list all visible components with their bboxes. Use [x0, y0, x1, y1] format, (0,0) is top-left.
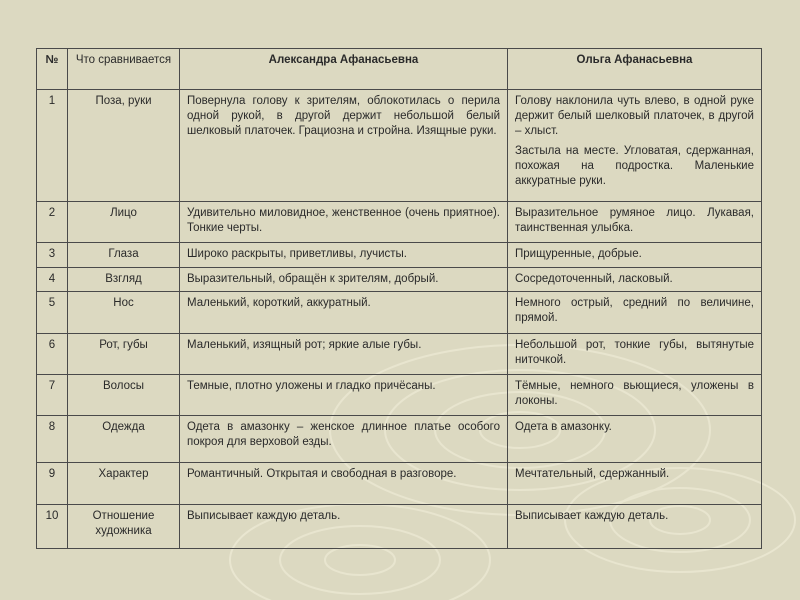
table-header-row [37, 49, 762, 90]
olga-description-paragraph: Застыла на месте. Угловатая, сдержанная, похожая на подростка. Маленькие аккуратные руки. [515, 145, 754, 188]
row-number: 6 [37, 333, 68, 374]
olga-description [508, 292, 762, 333]
table-row [37, 292, 762, 333]
table-row [37, 374, 762, 415]
row-number: 7 [37, 374, 68, 415]
row-aspect: Глаза [68, 242, 180, 267]
row-number: 4 [37, 267, 68, 292]
olga-description-paragraph: Немного острый, средний по величине, прямой. [515, 297, 754, 325]
olga-description [508, 90, 762, 201]
comparison-table [36, 48, 762, 549]
table-row [37, 90, 762, 201]
row-number: 3 [37, 242, 68, 267]
alexandra-description: Маленький, короткий, аккуратный. [180, 292, 508, 333]
table-row [37, 201, 762, 242]
row-number: 5 [37, 292, 68, 333]
header-aspect: Что сравнивается [68, 49, 180, 90]
row-aspect: Нос [68, 292, 180, 333]
row-aspect: Волосы [68, 374, 180, 415]
olga-description [508, 374, 762, 415]
alexandra-description: Удивительно миловидное, женственное (очень приятное). Тонкие черты. [180, 201, 508, 242]
row-aspect: Взгляд [68, 267, 180, 292]
alexandra-description: Маленький, изящный рот; яркие алые губы. [180, 333, 508, 374]
table-row [37, 415, 762, 462]
olga-description-paragraph: Тёмные, немного вьющиеся, уложены в локоны. [515, 379, 754, 407]
alexandra-description: Выразительный, обращён к зрителям, добрый. [180, 267, 508, 292]
row-number: 9 [37, 463, 68, 504]
olga-description [508, 415, 762, 462]
row-aspect: Характер [68, 463, 180, 504]
olga-description-paragraph: Прищуренные, добрые. [515, 247, 642, 260]
olga-description-paragraph: Голову наклонила чуть влево, в одной руке держит белый шелковый платочек, в другой – хлыст. [515, 95, 754, 138]
olga-description-paragraph: Выразительное румяное лицо. Лукавая, таинственная улыбка. [515, 206, 754, 234]
alexandra-description: Повернула голову к зрителям, облокотилась о перила одной рукой, в другой держит небольшой белый шелковый платочек. Грациозна и стройна. Изящные руки. [180, 90, 508, 201]
olga-description-paragraph: Небольшой рот, тонкие губы, вытянутые ниточкой. [515, 338, 754, 366]
row-number: 10 [37, 504, 68, 548]
row-aspect: Отношение художника [68, 504, 180, 548]
olga-description [508, 267, 762, 292]
alexandra-description: Одета в амазонку – женское длинное платье особого покроя для верховой езды. [180, 415, 508, 462]
row-aspect: Лицо [68, 201, 180, 242]
table-row [37, 267, 762, 292]
olga-description [508, 504, 762, 548]
header-olga: Ольга Афанасьевна [508, 49, 762, 90]
header-alexandra: Александра Афанасьевна [180, 49, 508, 90]
row-number: 2 [37, 201, 68, 242]
olga-description [508, 242, 762, 267]
alexandra-description: Широко раскрыты, приветливы, лучисты. [180, 242, 508, 267]
row-aspect: Одежда [68, 415, 180, 462]
alexandra-description: Темные, плотно уложены и гладко причёсаны. [180, 374, 508, 415]
header-number: № [37, 49, 68, 90]
row-aspect: Рот, губы [68, 333, 180, 374]
table-row [37, 504, 762, 548]
olga-description-paragraph: Одета в амазонку. [515, 420, 612, 433]
olga-description [508, 201, 762, 242]
row-aspect: Поза, руки [68, 90, 180, 201]
alexandra-description: Романтичный. Открытая и свободная в разговоре. [180, 463, 508, 504]
table-row [37, 333, 762, 374]
table-row [37, 463, 762, 504]
row-number: 1 [37, 90, 68, 201]
alexandra-description: Выписывает каждую деталь. [180, 504, 508, 548]
olga-description-paragraph: Выписывает каждую деталь. [515, 509, 669, 522]
olga-description [508, 333, 762, 374]
row-number: 8 [37, 415, 68, 462]
table-row [37, 242, 762, 267]
olga-description-paragraph: Мечтательный, сдержанный. [515, 468, 670, 481]
olga-description-paragraph: Сосредоточенный, ласковый. [515, 272, 673, 285]
olga-description [508, 463, 762, 504]
